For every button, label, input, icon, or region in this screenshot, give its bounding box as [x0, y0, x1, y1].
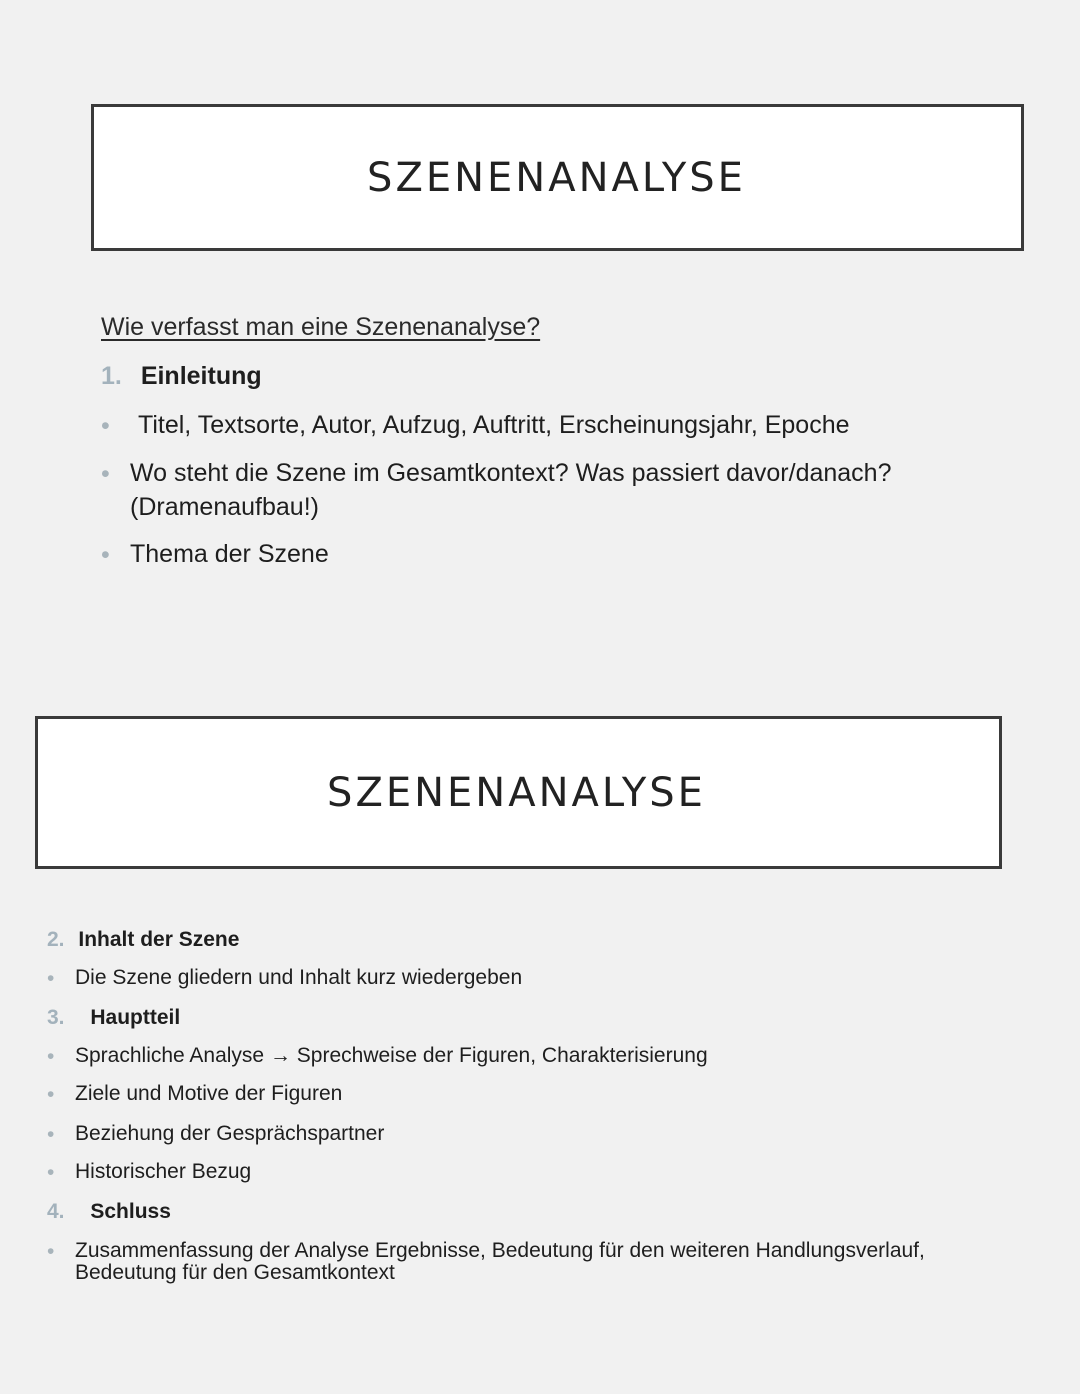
- slide-2: [0, 612, 1080, 1394]
- guiding-question: Wie verfasst man eine Szenenanalyse?: [101, 313, 541, 341]
- list-item: Ziele und Motive der Figuren: [75, 1082, 343, 1105]
- section-heading: [47, 1006, 180, 1030]
- slide-title-box: [35, 716, 1002, 869]
- section-heading: [47, 1200, 171, 1224]
- section-number: 3.: [47, 1006, 65, 1029]
- list-item: Titel, Textsorte, Autor, Aufzug, Auftritt, Erscheinungsjahr, Epoche: [138, 411, 850, 439]
- list-item: Historischer Bezug: [75, 1160, 252, 1183]
- list-item: Zusammenfassung der Analyse Ergebnisse, Bedeutung für den weiteren Handlungsverlauf,: [75, 1239, 925, 1262]
- list-item: Beziehung der Gesprächspartner: [75, 1122, 385, 1145]
- bullet-marker: •: [47, 1045, 55, 1068]
- list-item: Die Szene gliedern und Inhalt kurz wiedergeben: [75, 966, 523, 989]
- section-title: Schluss: [90, 1200, 171, 1223]
- section-number: 1.: [101, 362, 122, 390]
- bullet-marker: •: [101, 460, 110, 488]
- section-title: Inhalt der Szene: [78, 928, 240, 951]
- list-item: Thema der Szene: [130, 540, 329, 568]
- section-title: Hauptteil: [90, 1006, 181, 1029]
- list-item-continuation: Bedeutung für den Gesamtkontext: [75, 1261, 395, 1284]
- slide-title: SZENENANALYSE: [367, 154, 746, 201]
- slide-title: SZENENANALYSE: [327, 769, 706, 816]
- list-item: Wo steht die Szene im Gesamtkontext? Was passiert davor/danach?: [130, 459, 892, 487]
- slide-1: [0, 0, 1080, 612]
- list-item-continuation: (Dramenaufbau!): [130, 493, 319, 521]
- bullet-marker: •: [47, 1123, 55, 1146]
- bullet-marker: •: [101, 412, 110, 440]
- list-item: Sprachliche Analyse → Sprechweise der Figuren, Charakterisierung: [75, 1044, 708, 1067]
- section-number: 4.: [47, 1200, 65, 1223]
- bullet-marker: •: [47, 1161, 55, 1184]
- bullet-marker: •: [47, 1083, 55, 1106]
- section-title: Einleitung: [140, 362, 262, 390]
- section-number: 2.: [47, 928, 65, 951]
- section-heading: [101, 362, 262, 391]
- bullet-marker: •: [47, 1240, 55, 1263]
- bullet-marker: •: [47, 967, 55, 990]
- slide-title-box: [91, 104, 1024, 251]
- bullet-marker: •: [101, 541, 110, 569]
- section-heading: [47, 928, 239, 952]
